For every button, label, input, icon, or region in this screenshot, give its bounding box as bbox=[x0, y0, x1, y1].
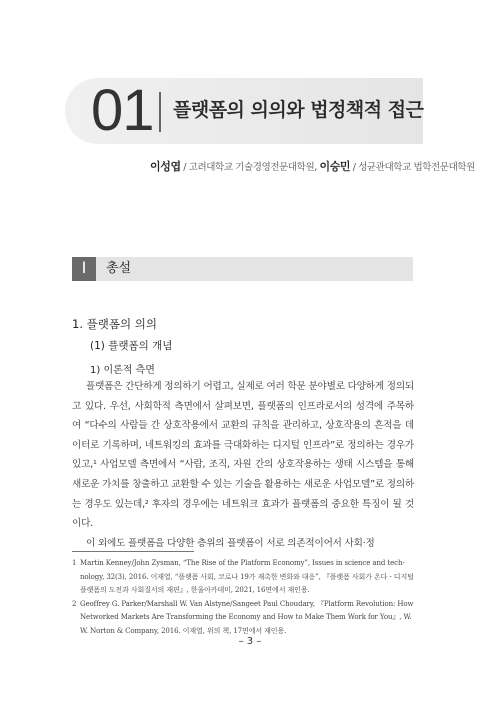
footnote-2-text: Geoffrey G. Parker/Marshall W. Van Alstyne/Sangeet Paul Choudary, 『Platform Revolution: How Networked Markets Are Transforming the Economy and How to Make Them Work for You』, W. W. Norton & Company, 2016. 이재열, 위의 책, 17면에서 재인용. bbox=[80, 599, 414, 635]
heading-level-3: 1) 이론적 측면 bbox=[90, 365, 155, 376]
chapter-divider bbox=[159, 92, 161, 132]
page-number: – 3 – bbox=[238, 636, 262, 647]
footnote-2-number: 2 bbox=[72, 599, 77, 608]
author-affiliation-1: / 고려대학교 기술경영전문대학원, bbox=[180, 162, 320, 173]
section-title: 총설 bbox=[106, 261, 132, 276]
footnote-1 bbox=[72, 557, 414, 598]
heading-level-1: 1. 플랫폼의 의의 bbox=[72, 317, 157, 331]
footnotes bbox=[72, 557, 414, 639]
footnote-1-number: 1 bbox=[72, 559, 77, 567]
chapter-header bbox=[65, 78, 423, 144]
footnote-1-text: Martin Kenney/John Zysman, “The Rise of the Platform Economy”, Issues in science and tech-nology, 32(3), 2016. 이재열, “플랫폼 사회, 코로나 19가 재촉한 변화와 대응”, 『플랫폼 사회가 온다 - 디지털 플랫폼의 도전과 사회질서의 재편』, 한울아카데미, 2021, 16면에서 재인용. bbox=[80, 559, 414, 595]
paragraph-1: 플랫폼은 간단하게 정의하기 어렵고, 실제로 여러 학문 분야별로 다양하게 정의되고 있다. 우선, 사회학적 측면에서 살펴보면, 플랫폼의 인프라로서의 성격에 주목하여 “다수의 사람들 간 상호작용에서 교환의 규칙을 관리하고, 상호작용의 흔적을 데이터로 기록하며, 네트워킹의 효과를 극대화하는 디지털 인프라”로 정의하는 경우가 있고,¹ 사업모델 측면에서 “사람, 조직, 자원 간의 상호작용하는 생태 시스템을 통해 새로운 가치를 창출하고 교환할 수 있는 기술을 활용하는 새로운 사업모델”로 정의하는 경우도 있는데,² 후자의 경우에는 네트워크 효과가 플랫폼의 중요한 특징이 될 것이다. bbox=[72, 381, 414, 530]
body-text bbox=[72, 377, 414, 553]
author-name-2: 이승민 bbox=[319, 160, 351, 173]
footnote-divider bbox=[72, 551, 194, 552]
author-name-1: 이성엽 bbox=[150, 160, 181, 173]
section-header bbox=[72, 257, 413, 281]
chapter-number: 01 bbox=[91, 78, 154, 143]
footnote-2 bbox=[72, 598, 414, 639]
author-affiliation-2: / 성균관대학교 법학전문대학원 bbox=[350, 162, 475, 173]
heading-level-2: (1) 플랫폼의 개념 bbox=[90, 340, 173, 352]
paragraph-2: 이 외에도 플랫폼을 다양한 층위의 플랫폼이 서로 의존적이어서 사회·정 bbox=[86, 537, 375, 549]
section-number: Ⅰ bbox=[72, 257, 96, 281]
chapter-title: 플랫폼의 의의와 법정책적 접근 bbox=[173, 99, 424, 121]
author-line bbox=[150, 158, 475, 174]
